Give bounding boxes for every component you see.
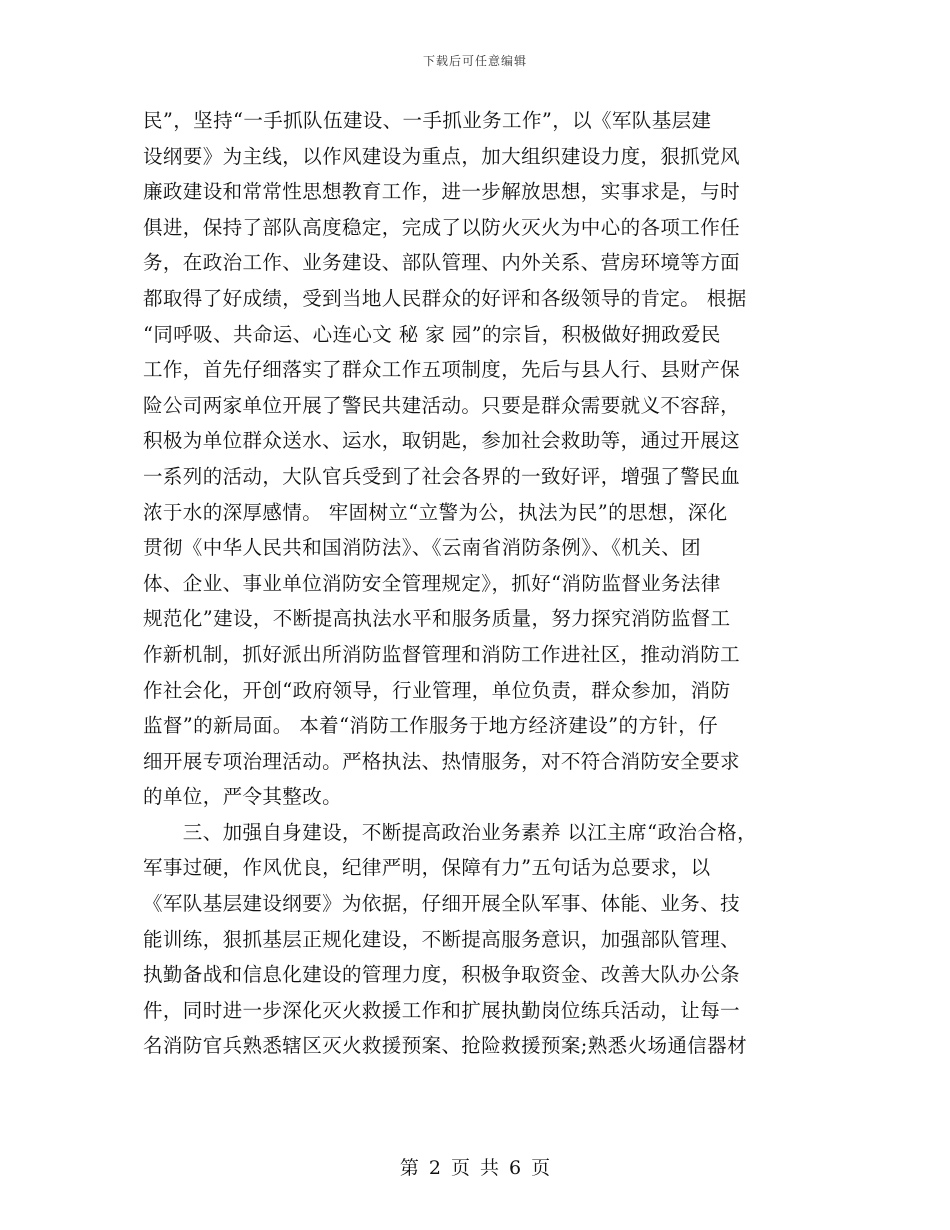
text-line: 能训练，狠抓基层正规化建设，不断提高服务意识，加强部队管理、 bbox=[143, 927, 741, 951]
text-line: 贯彻《中华人民共和国消防法》、《云南省消防条例》、《机关、团 bbox=[143, 536, 702, 560]
text-line: 三、加强自身建设，不断提高政治业务素养 以江主席“政治合格， bbox=[143, 820, 757, 844]
page-header: 下载后可任意编辑 bbox=[422, 54, 527, 68]
text-line: 积极为单位群众送水、运水，取钥匙，参加社会救助等，通过开展这 bbox=[143, 429, 741, 453]
text-line: 设纲要》为主线，以作风建设为重点，加大组织建设力度，狠抓党风 bbox=[143, 144, 741, 168]
text-line: 民”，坚持“一手抓队伍建设、一手抓业务工作”，以《军队基层建 bbox=[143, 109, 712, 132]
page-footer: 第 2 页 共 6 页 bbox=[399, 1157, 551, 1179]
text-line: 执勤备战和信息化建设的管理力度，积极争取资金、改善大队办公条 bbox=[143, 963, 741, 987]
text-line: 规范化”建设，不断提高执法水平和服务质量，努力探究消防监督工 bbox=[143, 607, 731, 631]
text-line: 一系列的活动，大队官兵受到了社会各界的一致好评，增强了警民血 bbox=[143, 464, 741, 488]
text-line: “同呼吸、共命运、心连心文 秘 家 园”的宗旨，积极做好拥政爱民 bbox=[143, 322, 721, 346]
text-line: 的单位，严令其整改。 bbox=[143, 785, 343, 809]
text-line: 名消防官兵熟悉辖区灭火救援预案、抢险救援预案;熟悉火场通信器材 bbox=[143, 1034, 747, 1058]
text-line: 作新机制，抓好派出所消防监督管理和消防工作进社区，推动消防工 bbox=[143, 642, 741, 666]
text-line: 作社会化，开创“政府领导，行业管理，单位负责，群众参加，消防 bbox=[143, 678, 731, 702]
text-line: 务，在政治工作、业务建设、部队管理、内外关系、营房环境等方面 bbox=[143, 251, 741, 275]
text-line: 细开展专项治理活动。严格执法、热情服务，对不符合消防安全要求 bbox=[143, 749, 741, 773]
text-line: 俱进，保持了部队高度稳定，完成了以防火灭火为中心的各项工作任 bbox=[143, 215, 741, 239]
text-line: 监督”的新局面。 本着“消防工作服务于地方经济建设”的方针，仔 bbox=[143, 714, 719, 738]
text-line: 险公司两家单位开展了警民共建活动。只要是群众需要就义不容辞， bbox=[143, 393, 741, 417]
text-line: 件，同时进一步深化灭火救援工作和扩展执勤岗位练兵活动，让每一 bbox=[143, 998, 741, 1022]
text-line: 军事过硬，作风优良，纪律严明，保障有力”五句话为总要求，以 bbox=[143, 856, 711, 880]
text-line: 都取得了好成绩，受到当地人民群众的好评和各级领导的肯定。 根据 bbox=[143, 286, 747, 310]
document-body bbox=[143, 103, 823, 1064]
text-line: 体、企业、事业单位消防安全管理规定》，抓好“消防监督业务法律 bbox=[143, 571, 721, 595]
text-line: 《军队基层建设纲要》为依据，仔细开展全队军事、体能、业务、技 bbox=[143, 892, 741, 916]
text-line: 浓于水的深厚感情。 牢固树立“立警为公，执法为民”的思想，深化 bbox=[143, 500, 728, 524]
text-line: 工作，首先仔细落实了群众工作五项制度，先后与县人行、县财产保 bbox=[143, 358, 741, 382]
text-line: 廉政建设和常常性思想教育工作，进一步解放思想，实事求是，与时 bbox=[143, 180, 741, 204]
